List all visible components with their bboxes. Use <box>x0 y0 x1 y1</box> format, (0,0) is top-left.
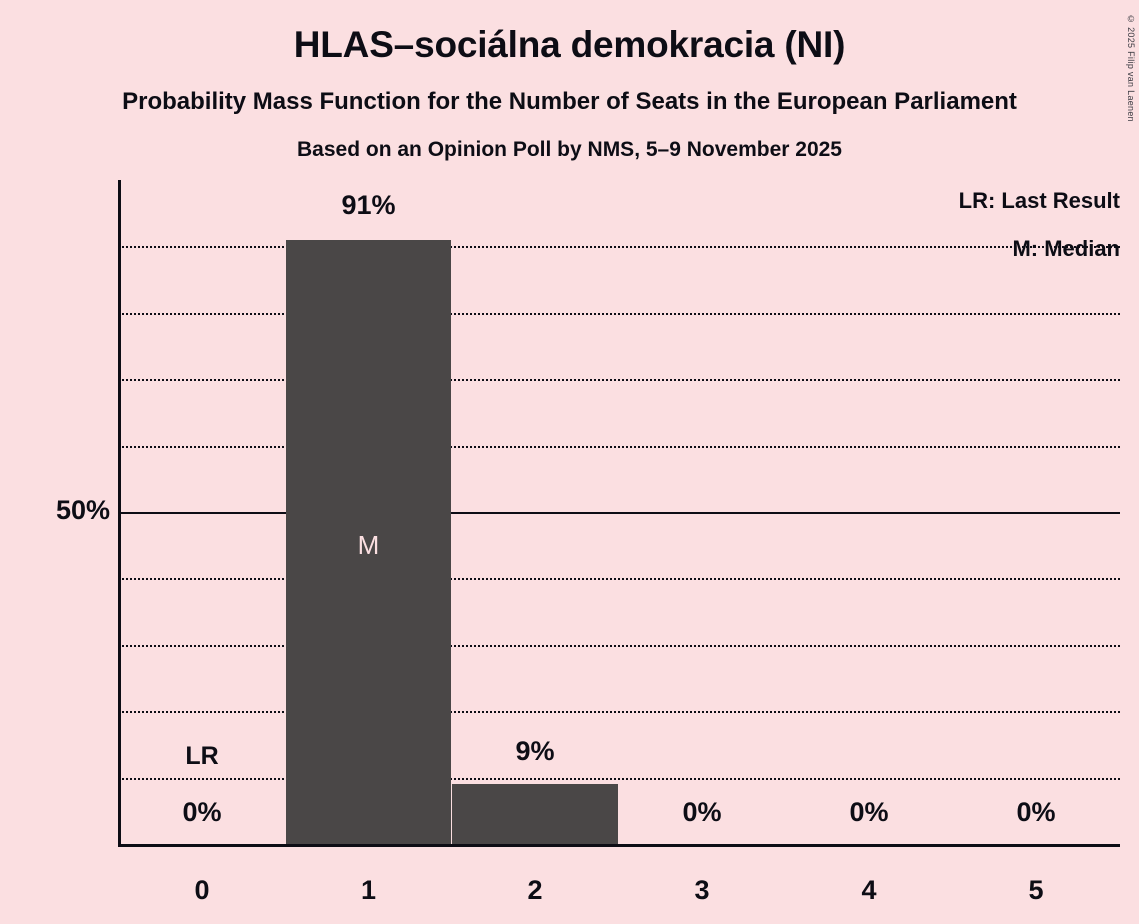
gridline-30 <box>118 645 1120 647</box>
chart-subtitle: Probability Mass Function for the Number of Seats in the European Parliament <box>122 88 1017 115</box>
x-axis-tick-label-1: 1 <box>360 875 377 905</box>
bar-value-label-3: 0% <box>682 797 722 827</box>
x-axis <box>118 844 1120 847</box>
gridline-40 <box>118 578 1120 580</box>
gridline-80 <box>118 313 1120 315</box>
last-result-marker: LR <box>185 742 219 770</box>
chart-title: HLAS–sociálna demokracia (NI) <box>293 24 846 65</box>
bar-value-label-2: 9% <box>515 736 555 766</box>
legend-median: M: Median <box>1012 236 1120 261</box>
gridline-60 <box>118 446 1120 448</box>
bar-value-label-1: 91% <box>341 190 396 220</box>
x-axis-tick-label-2: 2 <box>527 875 543 905</box>
median-marker: M <box>357 530 380 560</box>
bar-value-label-5: 0% <box>1016 797 1056 827</box>
x-axis-tick-label-5: 5 <box>1028 875 1044 905</box>
gridline-50 <box>118 512 1120 514</box>
x-axis-tick-label-0: 0 <box>194 875 210 905</box>
gridline-10 <box>118 778 1120 780</box>
legend-last-result: LR: Last Result <box>958 188 1120 213</box>
gridline-70 <box>118 379 1120 381</box>
chart-subtitle-source: Based on an Opinion Poll by NMS, 5–9 November 2025 <box>297 138 842 161</box>
y-axis-tick-label-50: 50% <box>55 495 110 525</box>
plot-area <box>118 180 1120 847</box>
x-axis-tick-label-3: 3 <box>694 875 710 905</box>
gridline-20 <box>118 711 1120 713</box>
bar-2[interactable] <box>452 784 618 844</box>
copyright-notice: © 2025 Filip van Laenen <box>1126 14 1136 122</box>
bar-value-label-4: 0% <box>849 797 889 827</box>
gridline-90 <box>118 246 1120 248</box>
bar-value-label-0: 0% <box>182 797 222 827</box>
x-axis-tick-label-4: 4 <box>861 875 877 905</box>
